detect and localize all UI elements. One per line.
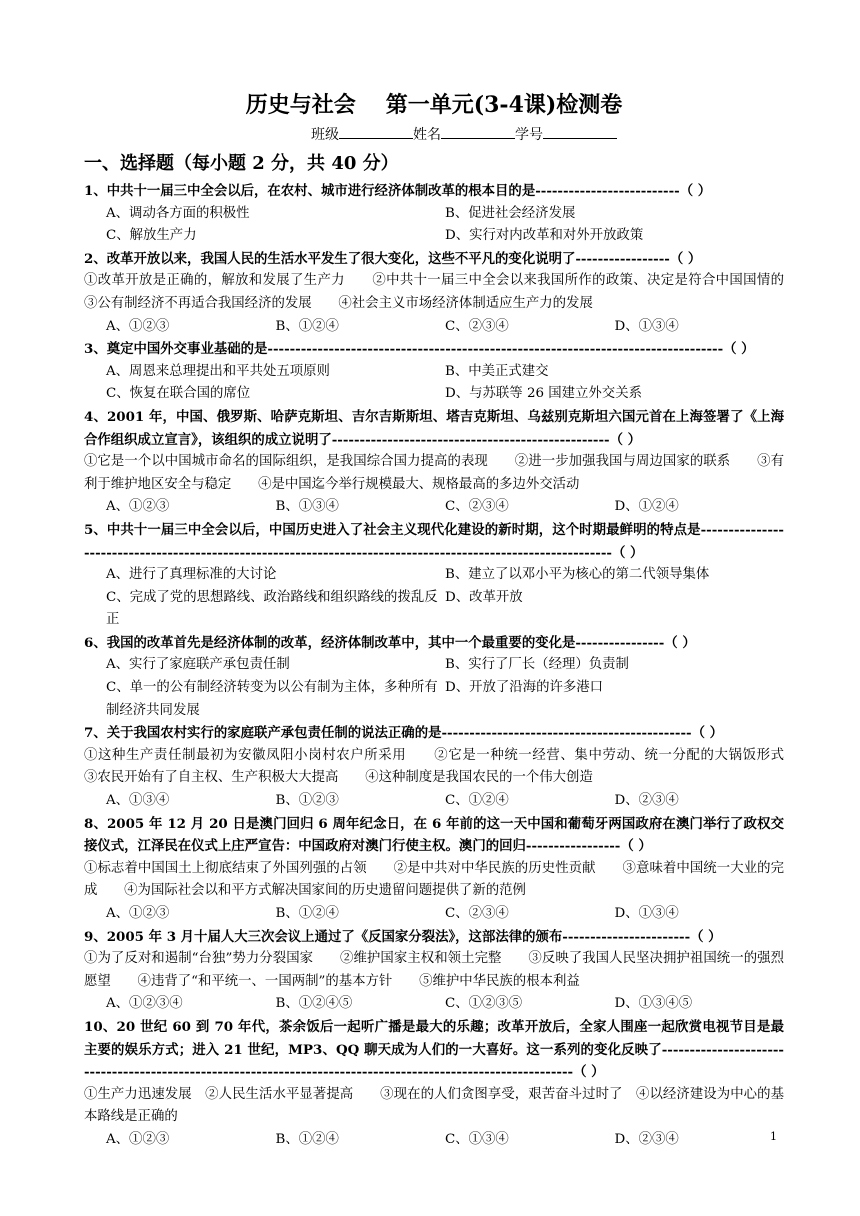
question-item — [84, 180, 784, 248]
question-stem: 3、奠定中国外交事业基础的是----------------------------------------------------------------------------------（ ） — [84, 341, 755, 358]
answer-option[interactable]: B、①②④ — [275, 1131, 339, 1147]
question-item — [84, 1016, 784, 1152]
question-item — [84, 722, 811, 812]
answer-option[interactable]: B、建立了以邓小平为核心的第二代领导集体 — [445, 567, 710, 583]
id-blank[interactable] — [543, 122, 617, 139]
option-list — [84, 654, 784, 722]
answer-option[interactable]: C、②③④ — [445, 906, 509, 921]
name-blank[interactable] — [441, 122, 515, 139]
title-unit: 第一单元(3-4课)检测卷 — [385, 92, 623, 118]
question-stem: 2、改革开放以来，我国人民的生活水平发生了很大变化，这些不平凡的变化说明了-----------------（ ） — [84, 250, 702, 267]
question-item — [84, 926, 784, 1016]
option-list — [84, 496, 784, 519]
answer-option[interactable]: D、①③④ — [614, 906, 679, 921]
answer-option[interactable]: D、①②④ — [614, 499, 679, 515]
answer-option[interactable]: A、周恩来总理提出和平共处五项原则 — [106, 363, 330, 379]
class-label: 班级 — [311, 127, 339, 143]
answer-option[interactable]: A、①③④ — [106, 793, 170, 809]
answer-option[interactable]: A、进行了真理标准的大讨论 — [106, 567, 277, 583]
question-stem: 6、我国的改革首先是经济体制的改革，经济体制改革中，其中一个最重要的变化是----------------（ ） — [84, 634, 696, 651]
id-label: 学号 — [515, 127, 543, 143]
question-statements: ①改革开放是正确的，解放和发展了生产力 ②中共十一届三中全会以来我国所作的政策、决定是符合中国国情的 ③公有制经济不再适合我国经济的发展 ④社会主义市场经济体制适应生产力的发展 — [84, 273, 811, 311]
answer-option[interactable]: D、①③④ — [614, 318, 679, 334]
answer-option[interactable]: B、实行了厂长（经理）负责制 — [445, 657, 629, 673]
student-info-line — [84, 122, 784, 146]
answer-option[interactable]: D、改革开放 — [445, 589, 523, 605]
title-subject: 历史与社会 — [245, 92, 356, 118]
name-label: 姓名 — [413, 127, 441, 143]
option-list — [84, 564, 784, 632]
option-list — [84, 1129, 784, 1152]
option-list — [84, 316, 784, 339]
answer-option[interactable]: A、①②③ — [106, 906, 170, 921]
question-statements: ①为了反对和遏制“台独”势力分裂国家 ②维护国家主权和领土完整 ③反映了我国人民坚决拥护祖国统一的强烈愿望 ④违背了“和平统一、一国两制”的基本方针 ⑤维护中华民族的根本利益 — [84, 951, 784, 989]
question-stem: 9、2005 年 3 月十届人大三次会议上通过了《反国家分裂法》，这部法律的颁布-----------------------（ ） — [84, 928, 722, 945]
answer-option[interactable]: A、实行了家庭联产承包责任制 — [106, 657, 290, 673]
answer-option[interactable]: D、实行对内改革和对外开放政策 — [445, 228, 644, 244]
answer-option[interactable]: C、①②④ — [445, 793, 509, 809]
question-stem: 1、中共十一届三中全会以后，在农村、城市进行经济体制改革的根本目的是--------------------------（ ） — [84, 183, 712, 199]
question-stem: 7、关于我国农村实行的家庭联产承包责任制的说法正确的是---------------------------------------------（ ） — [84, 725, 724, 742]
question-list — [84, 180, 811, 1152]
option-list — [84, 361, 784, 406]
answer-option[interactable]: A、①②③ — [106, 499, 170, 515]
answer-option[interactable]: A、①②③ — [106, 318, 170, 334]
answer-option[interactable]: B、①②④ — [275, 906, 339, 921]
answer-option[interactable]: C、②③④ — [445, 499, 509, 515]
option-list — [84, 903, 784, 926]
answer-option[interactable]: D、②③④ — [614, 1131, 679, 1147]
answer-option[interactable]: A、调动各方面的积极性 — [106, 205, 250, 221]
answer-option[interactable]: C、①②③⑤ — [445, 996, 523, 1012]
answer-option[interactable]: C、解放生产力 — [106, 228, 197, 244]
answer-option[interactable]: D、与苏联等 26 国建立外交关系 — [445, 386, 642, 402]
answer-option[interactable]: B、①②④ — [275, 318, 339, 334]
option-list — [84, 993, 784, 1016]
question-stem: 4、2001 年，中国、俄罗斯、哈萨克斯坦、吉尔吉斯斯坦、塔吉克斯坦、乌兹别克斯坦六国元首在上海签署了《上海合作组织成立宣言》，该组织的成立说明了--------------------------------------------------（ ） — [84, 408, 784, 448]
answer-option[interactable]: B、中美正式建交 — [445, 363, 549, 379]
question-stem: 5、中共十一届三中全会以后，中国历史进入了社会主义现代化建设的新时期，这个时期最鲜明的特点是--------------------------------------------------------------------------------------------------------------（ ） — [84, 521, 784, 561]
question-stem: 8、2005 年 12 月 20 日是澳门回归 6 周年纪念日，在 6 年前的这一天中国和葡萄牙两国政府在澳门举行了政权交接仪式，江泽民在仪式上庄严宣告：中国政府对澳门行使主权。澳门的回归-----------------（ ） — [84, 815, 784, 855]
answer-option[interactable]: D、开放了沿海的许多港口 — [445, 680, 604, 696]
answer-option[interactable]: C、完成了党的思想路线、政治路线和组织路线的拨乱反正 — [106, 589, 438, 628]
class-blank[interactable] — [339, 122, 413, 139]
answer-option[interactable]: B、①②③ — [275, 793, 339, 809]
answer-option[interactable]: A、①②③ — [106, 1131, 170, 1147]
answer-option[interactable]: D、②③④ — [614, 793, 679, 809]
answer-option[interactable]: C、单一的公有制经济转变为以公有制为主体，多种所有制经济共同发展 — [106, 680, 438, 718]
exam-title — [84, 88, 784, 122]
question-statements: ①生产力迅速发展 ②人民生活水平显著提高 ③现在的人们贪图享受，艰苦奋斗过时了 ④以经济建设为中心的基本路线是正确的 — [84, 1086, 784, 1125]
exam-page — [84, 88, 811, 1152]
question-statements: ①它是一个以中国城市命名的国际组织，是我国综合国力提高的表现 ②进一步加强我国与周边国家的联系 ③有利于维护地区安全与稳定 ④是中国迄今举行规模最大、规格最高的多边外交活动 — [84, 454, 784, 492]
answer-option[interactable]: B、促进社会经济发展 — [445, 205, 576, 221]
answer-option[interactable]: C、①③④ — [445, 1131, 509, 1147]
page-number: 1 — [770, 1130, 777, 1143]
answer-option[interactable]: B、①③④ — [275, 499, 339, 515]
question-item — [84, 248, 811, 338]
question-item — [84, 519, 784, 632]
answer-option[interactable]: C、恢复在联合国的席位 — [106, 386, 251, 402]
question-statements: ①这种生产责任制最初为安徽凤阳小岗村农户所采用 ②它是一种统一经营、集中劳动、统一分配的大锅饭形式 ③农民开始有了自主权、生产积极大大提高 ④这种制度是我国农民的一个伟大创造 — [84, 747, 811, 786]
option-list — [84, 790, 784, 813]
question-item — [84, 338, 784, 406]
answer-option[interactable]: A、①②③④ — [106, 996, 183, 1012]
question-item — [84, 406, 784, 519]
question-item — [84, 632, 784, 722]
answer-option[interactable]: B、①②④⑤ — [275, 996, 353, 1012]
question-statements: ①标志着中国国土上彻底结束了外国列强的占领 ②是中共对中华民族的历史性贡献 ③意味着中国统一大业的完成 ④为国际社会以和平方式解决国家间的历史遗留问题提供了新的范例 — [84, 860, 784, 899]
section-title: 一、选择题（每小题 2 分，共 40 分） — [84, 153, 399, 174]
answer-option[interactable]: C、②③④ — [445, 318, 509, 334]
question-stem: 10、20 世纪 60 到 70 年代，茶余饭后一起听广播是最大的乐趣；改革开放后，全家人围座一起欣赏电视节目是最主要的娱乐方式；进入 21 世纪，MP3、QQ 聊天成为人们的一大喜好。这一系列的变化反映了--------------------------------------------------------------------------------------------------------------（ ） — [84, 1018, 785, 1081]
option-list — [84, 203, 784, 248]
question-item — [84, 813, 784, 926]
answer-option[interactable]: D、①③④⑤ — [614, 996, 693, 1012]
